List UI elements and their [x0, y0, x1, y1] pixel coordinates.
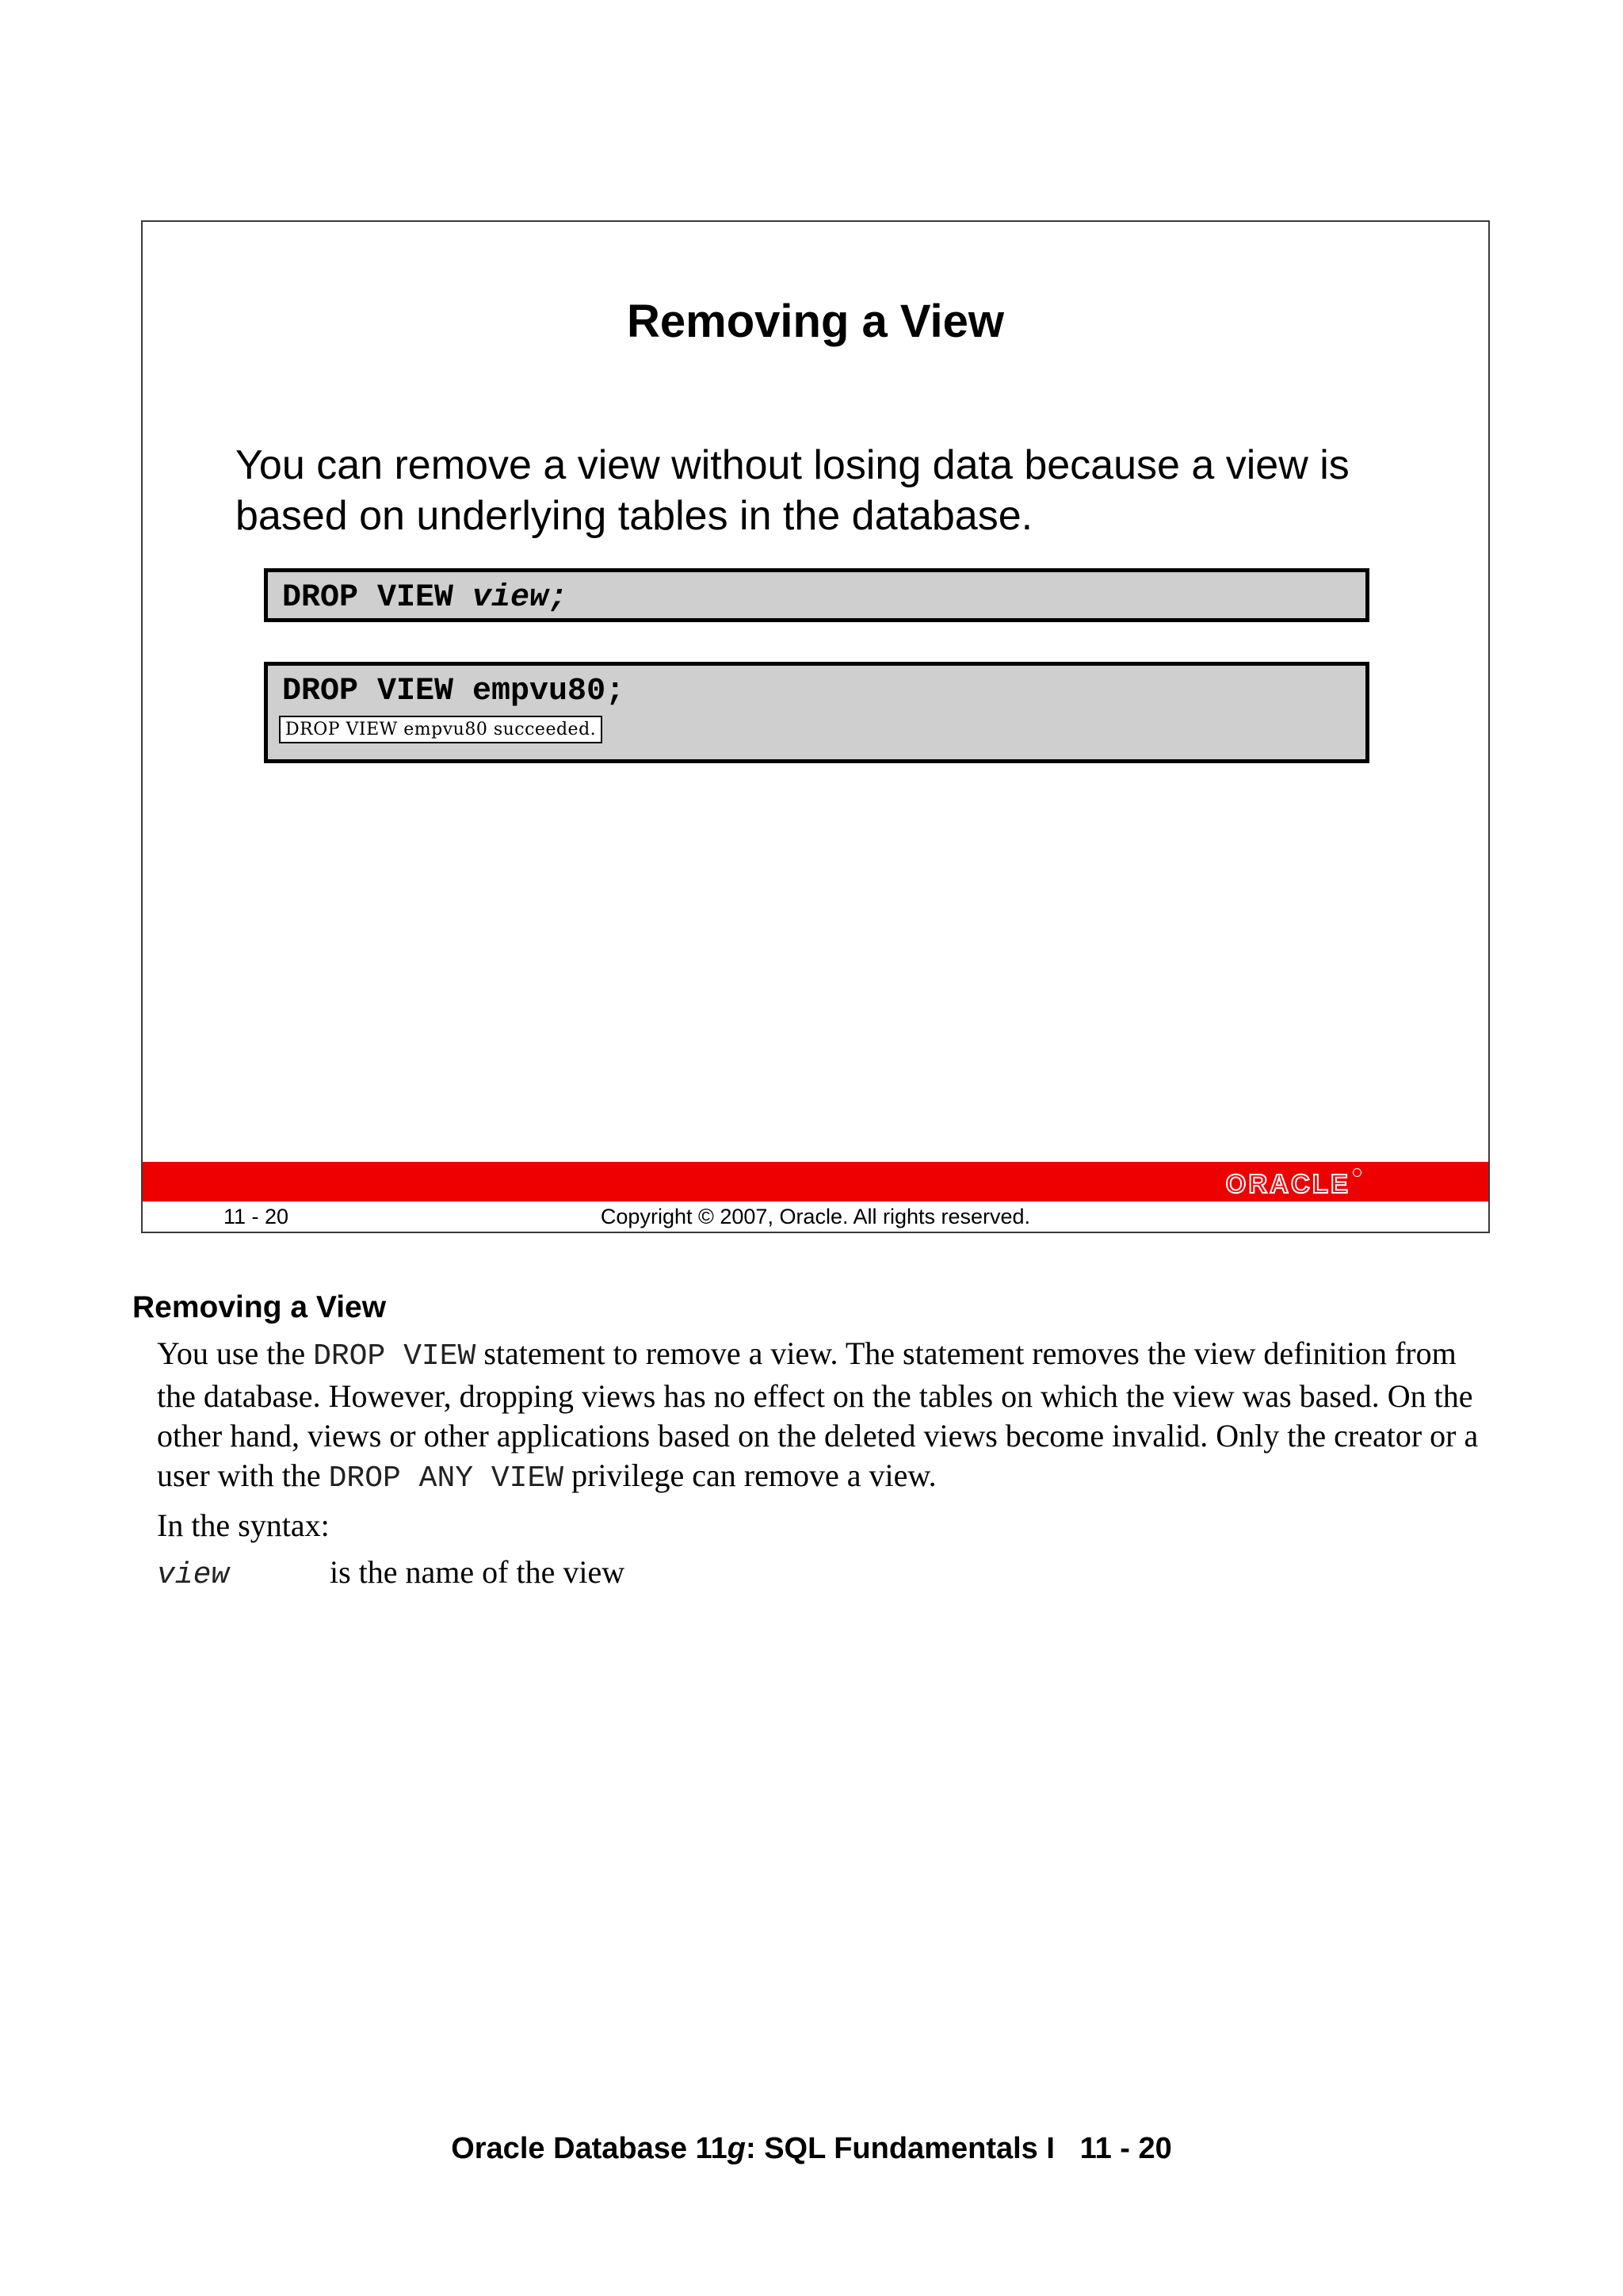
param-name: view: [157, 1558, 230, 1592]
footer-red-bar: [143, 1162, 1488, 1201]
copyright-text: Copyright © 2007, Oracle. All rights reserved.: [600, 1205, 1031, 1228]
oracle-logo: ORACLE: [1225, 1169, 1350, 1198]
example-statement: DROP VIEW empvu80;: [282, 674, 625, 709]
footer-prefix: Oracle Database 11: [451, 2132, 727, 2165]
registered-mark-icon: [1353, 1168, 1361, 1177]
syntax-code-box: [264, 568, 1369, 622]
syntax-keyword: DROP VIEW: [282, 580, 473, 616]
slide-panel: [141, 220, 1490, 1233]
notes-text-3: privilege can remove a view.: [563, 1457, 937, 1493]
param-description: is the name of the view: [330, 1554, 625, 1590]
page-footer: [0, 2132, 1623, 2166]
notes-text-1: You use the: [157, 1335, 314, 1371]
slide-intro-text: You can remove a view without losing data because a view is based on underlying tables in the database.: [235, 442, 1350, 539]
example-result: DROP VIEW empvu80 succeeded.: [279, 716, 602, 743]
footer-suffix: : SQL Fundamentals I 11 - 20: [746, 2132, 1172, 2165]
footer-italic-g: g: [727, 2132, 746, 2165]
slide-number: 11 - 20: [223, 1205, 289, 1228]
example-code-box: [264, 662, 1369, 763]
notes-code-drop-any-view: DROP ANY VIEW: [328, 1461, 564, 1496]
notes-text-2: statement to remove a view. The statement removes the view definition from the database. However, dropping views has no effect on the tables on which the view was based. On the other hand, views or other applications based on the deleted views become invalid. Only the creator or a user with the: [157, 1335, 1479, 1493]
notes-paragraph: [157, 1334, 1488, 1499]
slide-title: Removing a View: [627, 296, 1004, 347]
notes-param-row: [157, 1553, 624, 1592]
notes-code-drop-view: DROP VIEW: [313, 1339, 476, 1373]
notes-heading: Removing a View: [132, 1290, 387, 1324]
syntax-param: view;: [472, 580, 568, 616]
notes-syntax-label: In the syntax:: [157, 1507, 330, 1543]
slide-footer: [143, 1201, 1488, 1233]
